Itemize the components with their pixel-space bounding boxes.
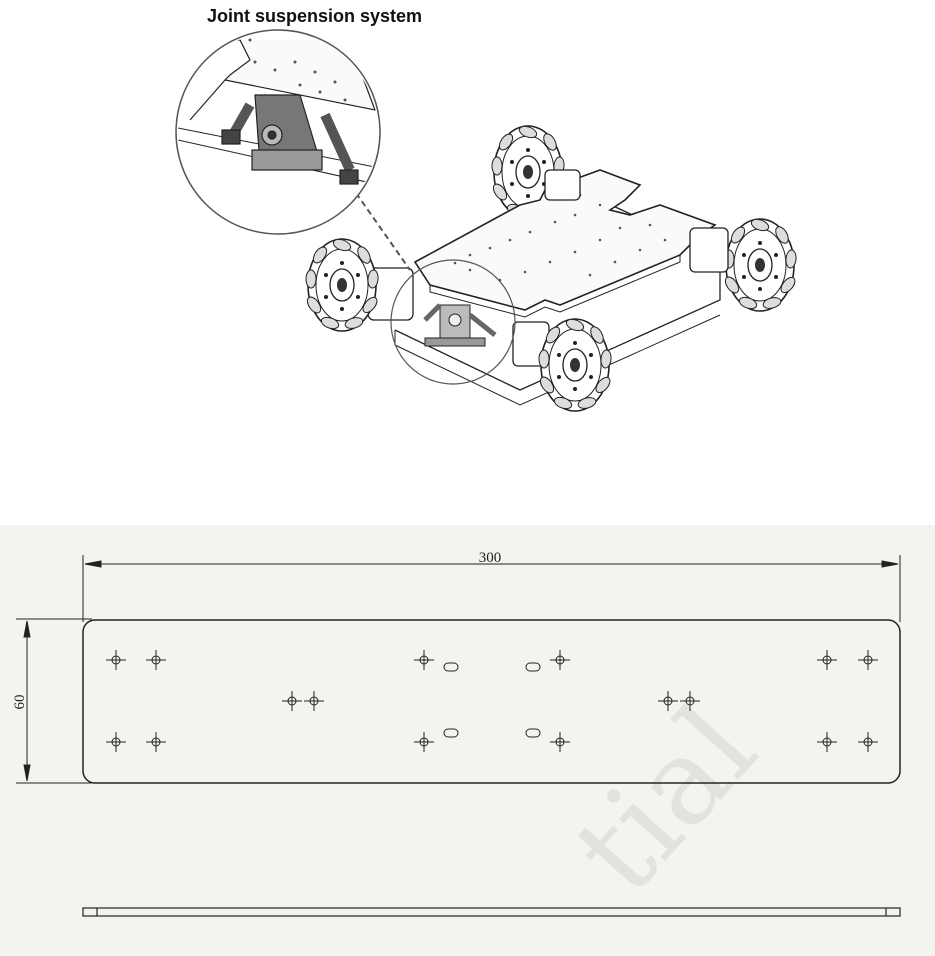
mounting-hole (146, 650, 166, 670)
mecanum-wheel-back-right (723, 217, 798, 311)
slot-hole (526, 663, 540, 671)
mounting-hole (817, 732, 837, 752)
mounting-hole (858, 650, 878, 670)
watermark-text: tial (548, 680, 784, 920)
mounting-hole (146, 732, 166, 752)
slot-hole (444, 729, 458, 737)
length-dimension-label: 300 (478, 550, 502, 566)
slot-hole (526, 729, 540, 737)
mounting-hole (414, 650, 434, 670)
width-dimension-label: 60 (12, 694, 28, 710)
plate-side-view (83, 908, 900, 916)
mounting-hole (414, 732, 434, 752)
mecanum-wheel-front-right (538, 317, 613, 411)
mounting-hole (106, 732, 126, 752)
mounting-hole (550, 650, 570, 670)
plate-holes (106, 650, 878, 752)
mounting-hole (282, 691, 302, 711)
mounting-hole (106, 650, 126, 670)
mounting-hole (858, 732, 878, 752)
illustration-title: Joint suspension system (207, 6, 423, 26)
suspension-assembly (425, 305, 495, 346)
base-plate-technical-drawing (0, 525, 935, 956)
mounting-hole (550, 732, 570, 752)
slot-hole (444, 663, 458, 671)
motor-back-left (545, 170, 580, 200)
plate-drawing-svg (0, 525, 935, 956)
motor-back-right (690, 228, 728, 272)
mounting-hole (817, 650, 837, 670)
plate-outline (83, 620, 900, 783)
mounting-hole (304, 691, 324, 711)
